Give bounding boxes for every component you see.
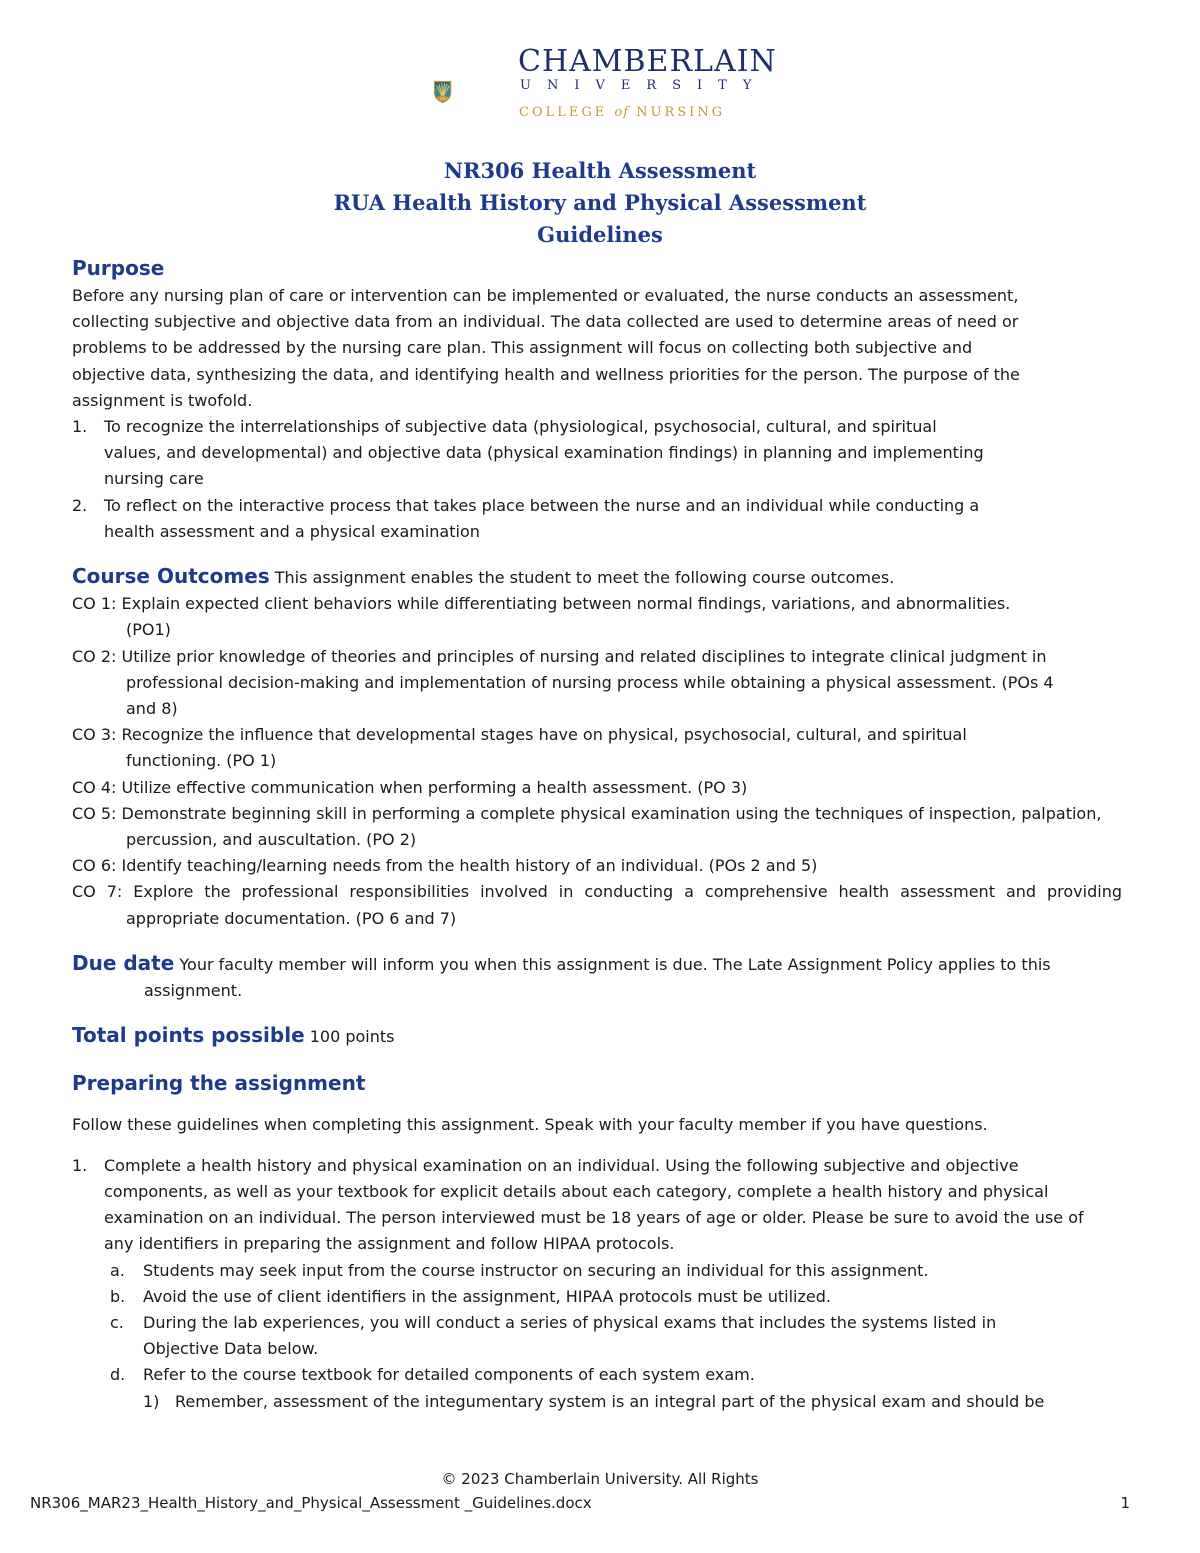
preparing-subitem-c — [72, 1310, 1043, 1362]
preparing-subsubitem-1 — [72, 1389, 1122, 1415]
chamberlain-logo-shield — [433, 44, 513, 140]
course-outcomes-heading: Course Outcomes — [72, 564, 270, 589]
footer-copyright: © 2023 Chamberlain University. All Rights — [441, 1470, 759, 1488]
logo-university-name: CHAMBERLAIN — [518, 44, 777, 79]
svg-text:1889: 1889 — [439, 97, 446, 101]
due-date-cont: assignment. — [144, 981, 243, 1001]
due-date-line — [72, 950, 1122, 978]
title-line-3: Guidelines — [537, 222, 663, 247]
list-text: During the lab experiences, you will conduct a series of physical exams that includes the systems listed in Objective Data below. — [143, 1312, 997, 1359]
due-date-heading: Due date — [72, 950, 175, 975]
list-letter: a. — [110, 1260, 125, 1280]
course-outcomes-intro: This assignment enables the student to meet the following course outcomes. — [269, 568, 895, 588]
course-outcome-2: CO 2: Utilize prior knowledge of theories and principles of nursing and related disciplines to integrate clinical judgment in professional decision-making and implementation of nursing process while obtaining a physical assessment. (POs 4 and 8) — [72, 646, 1054, 719]
purpose-item-2 — [72, 493, 984, 545]
course-outcome-4: CO 4: Utilize effective communication when performing a health assessment. (PO 3) — [72, 777, 748, 797]
preparing-subitem-a — [72, 1258, 1122, 1284]
preparing-heading: Preparing the assignment — [72, 1071, 366, 1096]
footer-filename: NR306_MAR23_Health_History_and_Physical_Assessment _Guidelines.docx — [30, 1494, 592, 1512]
list-letter: c. — [110, 1312, 124, 1332]
preparing-intro: Follow these guidelines when completing this assignment. Speak with your faculty member if you have questions. — [72, 1115, 988, 1135]
purpose-item-1 — [72, 414, 984, 493]
list-number: 1. — [72, 1155, 88, 1175]
course-outcome-5: CO 5: Demonstrate beginning skill in performing a complete physical examination using the techniques of inspection, palpation, percussion, and auscultation. (PO 2) — [72, 803, 1102, 850]
document-body — [72, 253, 1122, 1415]
list-number: 1) — [143, 1391, 160, 1411]
logo-university-sub: UNIVERSITY — [520, 78, 768, 93]
list-letter: b. — [110, 1286, 126, 1306]
logo-college-name: COLLEGE of NURSING — [519, 105, 726, 120]
total-points-heading: Total points possible — [72, 1023, 305, 1048]
list-text: Remember, assessment of the integumentary system is an integral part of the physical exam and should be — [175, 1391, 1045, 1411]
list-text: To reflect on the interactive process that takes place between the nurse and an individual while conducting a health assessment and a physical examination — [104, 495, 980, 541]
preparing-item-1 — [72, 1153, 1104, 1258]
footer-page-number: 1 — [1120, 1494, 1130, 1512]
purpose-body: Before any nursing plan of care or intervention can be implemented or evaluated, the nurse conducts an assessment, collecting subjective and objective data from an individual. The data collected are used to determine areas of need or problems to be addressed by the nursing care plan. This assignment will focus on collecting both subjective and objective data, synthesizing the data, and identifying health and wellness priorities for the person. The purpose of the assignment is twofold. — [72, 286, 1020, 410]
list-text: Complete a health history and physical examination on an individual. Using the following subjective and objective components, as well as your textbook for explicit details about each category, complete a health history and physical examination on an individual. The person interviewed must be 18 years of age or older. Please be sure to avoid the use of any identifiers in preparing the assignment and follow HIPAA protocols. — [104, 1155, 1084, 1254]
list-text: To recognize the interrelationships of subjective data (physiological, psychosocial, cultural, and spiritual values, and developmental) and objective data (physical examination findings) in planning and implementing nursing care — [104, 417, 984, 489]
course-outcome-7: CO 7: Explore the professional responsibilities involved in conducting a comprehensive health assessment and providing appropriate documentation. (PO 6 and 7) — [72, 882, 1122, 928]
list-text: Students may seek input from the course instructor on securing an individual for this assignment. — [143, 1260, 929, 1280]
list-number: 1. — [72, 417, 88, 437]
preparing-subitem-b — [72, 1284, 1122, 1310]
total-points-text: 100 points — [304, 1027, 395, 1047]
due-date-text: Your faculty member will inform you when this assignment is due. The Late Assignment Policy applies to this — [174, 954, 1051, 974]
preparing-subitem-d — [72, 1362, 1122, 1388]
course-outcome-1: CO 1: Explain expected client behaviors while differentiating between normal findings, variations, and abnormalities. (PO1) — [72, 594, 1011, 640]
document-title — [0, 155, 1200, 251]
total-points-line — [72, 1022, 1122, 1050]
list-number: 2. — [72, 495, 88, 515]
course-outcome-3: CO 3: Recognize the influence that developmental stages have on physical, psychosocial, cultural, and spiritual functioning. (PO 1) — [72, 725, 967, 771]
title-line-1: NR306 Health Assessment — [443, 158, 757, 183]
course-outcomes-line — [72, 563, 1122, 591]
list-text: Refer to the course textbook for detailed components of each system exam. — [143, 1365, 755, 1385]
course-outcome-6: CO 6: Identify teaching/learning needs from the health history of an individual. (POs 2 and 5) — [72, 856, 818, 876]
purpose-heading: Purpose — [72, 256, 165, 280]
list-letter: d. — [110, 1365, 126, 1385]
list-text: Avoid the use of client identifiers in the assignment, HIPAA protocols must be utilized. — [143, 1286, 831, 1306]
title-line-2: RUA Health History and Physical Assessment — [333, 190, 867, 215]
